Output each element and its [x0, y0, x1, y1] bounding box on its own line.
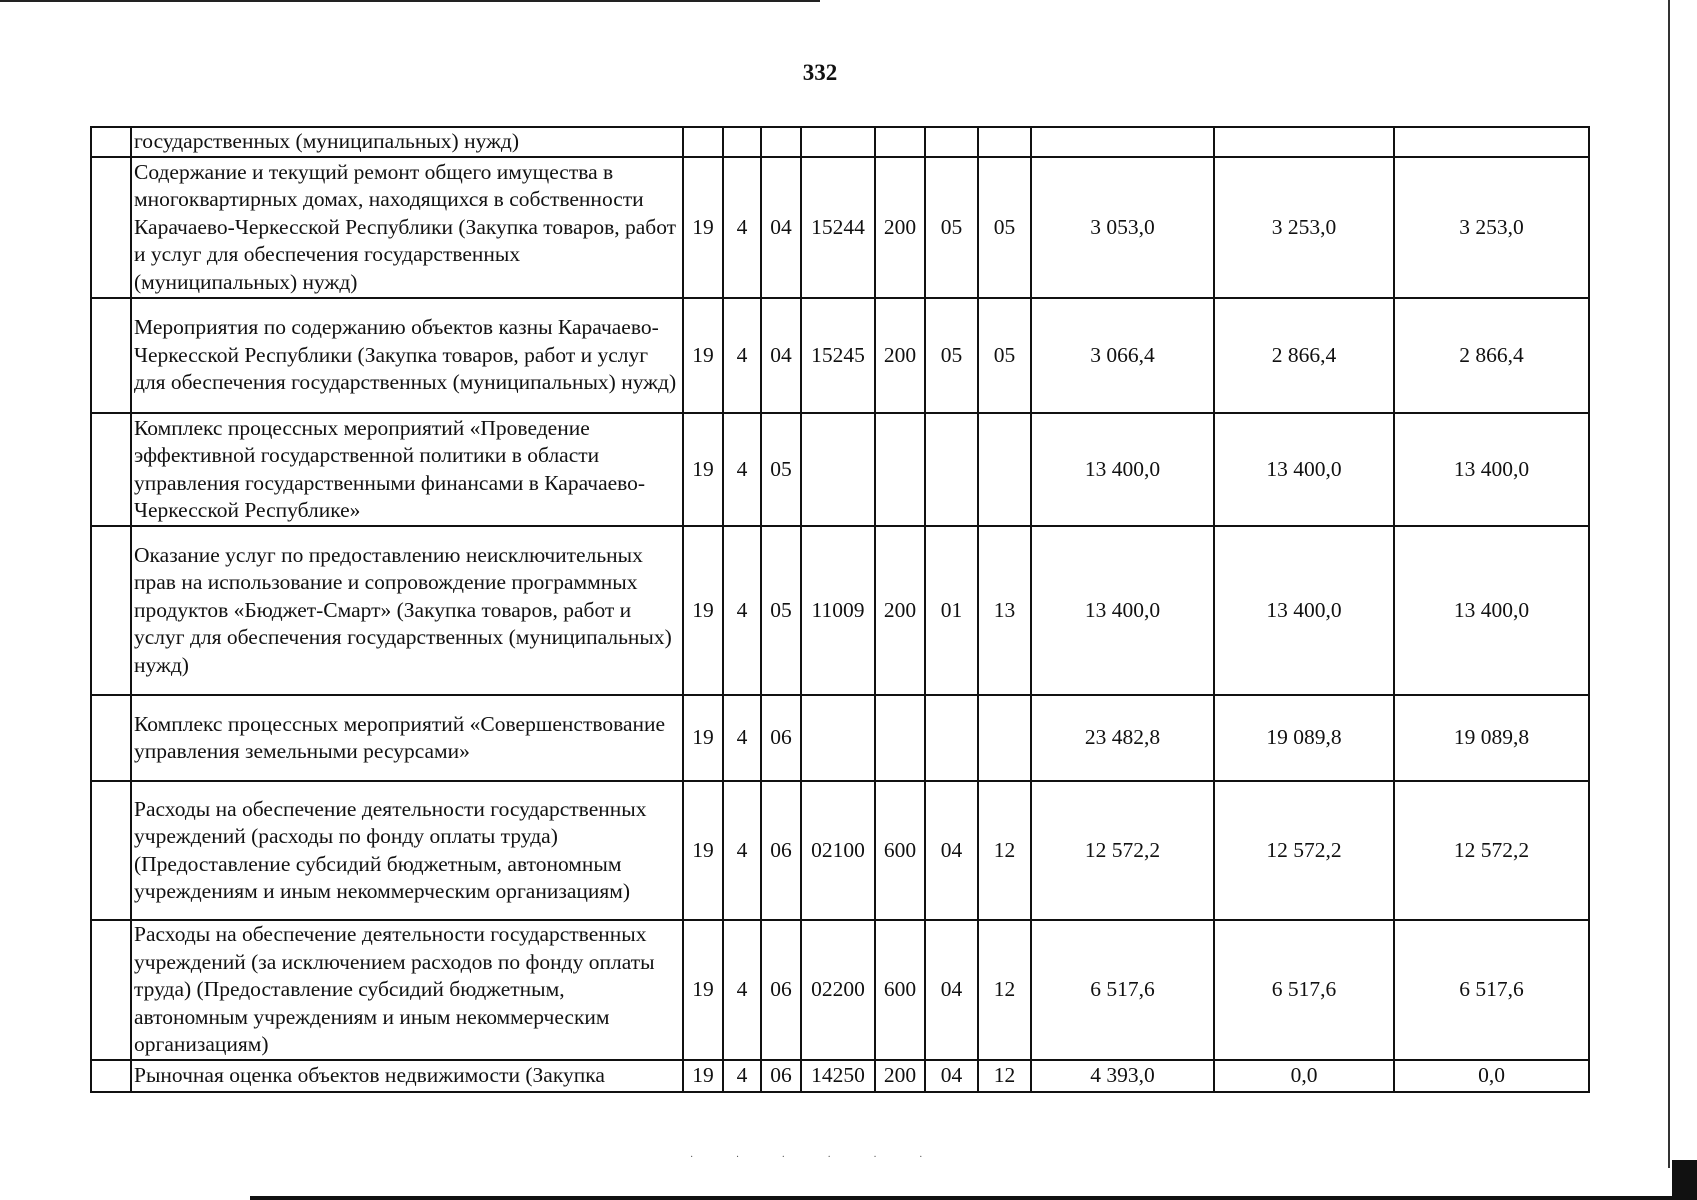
code-expense-type: 200	[875, 526, 925, 695]
scan-edge-top	[0, 0, 820, 2]
row-name: Оказание услуг по предоставлению неисключительных прав на использование и сопровождение программных продуктов «Бюджет-Смарт» (Закупка товаров, работ и услуг для обеспечения государственных (муниципальных) нужд)	[131, 526, 683, 695]
row-name: Расходы на обеспечение деятельности государственных учреждений (за исключением расходов по фонду оплаты труда) (Предоставление субсидий бюджетным, автономным учреждениям и иным некоммерческим организациям)	[131, 920, 683, 1060]
code-ministry: 19	[683, 781, 723, 920]
code-subprogram: 06	[761, 920, 801, 1060]
amount-year-2: 3 253,0	[1214, 157, 1394, 298]
row-marker-cell	[91, 157, 131, 298]
table-row	[91, 695, 1589, 781]
row-name: государственных (муниципальных) нужд)	[131, 127, 683, 157]
amount-year-3: 13 400,0	[1394, 413, 1589, 526]
code-ministry: 19	[683, 157, 723, 298]
code-ministry	[683, 127, 723, 157]
row-name: Мероприятия по содержанию объектов казны Карачаево-Черкесской Республики (Закупка товаров, работ и услуг для обеспечения государственных (муниципальных) нужд)	[131, 298, 683, 413]
code-section: 04	[925, 781, 978, 920]
code-direction: 14250	[801, 1060, 875, 1092]
code-program-type: 4	[723, 413, 761, 526]
code-subsection: 12	[978, 920, 1031, 1060]
amount-year-2: 6 517,6	[1214, 920, 1394, 1060]
scan-corner	[1672, 1160, 1697, 1200]
amount-year-3	[1394, 127, 1589, 157]
code-ministry: 19	[683, 298, 723, 413]
row-marker-cell	[91, 413, 131, 526]
table-row	[91, 920, 1589, 1060]
amount-year-2	[1214, 127, 1394, 157]
code-subsection: 05	[978, 298, 1031, 413]
code-program-type: 4	[723, 157, 761, 298]
row-marker-cell	[91, 526, 131, 695]
code-subsection: 12	[978, 1060, 1031, 1092]
amount-year-3: 6 517,6	[1394, 920, 1589, 1060]
code-direction	[801, 413, 875, 526]
amount-year-3: 3 253,0	[1394, 157, 1589, 298]
table-row	[91, 298, 1589, 413]
code-subprogram: 04	[761, 157, 801, 298]
code-ministry: 19	[683, 526, 723, 695]
code-subsection	[978, 413, 1031, 526]
amount-year-2: 2 866,4	[1214, 298, 1394, 413]
code-expense-type	[875, 695, 925, 781]
code-expense-type: 600	[875, 920, 925, 1060]
row-name: Расходы на обеспечение деятельности государственных учреждений (расходы по фонду оплаты труда) (Предоставление субсидий бюджетным, автономным учреждениям и иным некоммерческим организациям)	[131, 781, 683, 920]
row-marker-cell	[91, 920, 131, 1060]
code-direction: 15245	[801, 298, 875, 413]
code-subsection	[978, 127, 1031, 157]
code-section	[925, 127, 978, 157]
code-ministry: 19	[683, 413, 723, 526]
amount-year-3: 12 572,2	[1394, 781, 1589, 920]
row-marker-cell	[91, 695, 131, 781]
code-expense-type: 200	[875, 298, 925, 413]
code-section: 01	[925, 526, 978, 695]
scan-edge-bottom	[250, 1196, 1697, 1200]
code-subsection: 12	[978, 781, 1031, 920]
code-subprogram: 06	[761, 695, 801, 781]
amount-year-2: 19 089,8	[1214, 695, 1394, 781]
amount-year-3: 19 089,8	[1394, 695, 1589, 781]
code-subsection: 13	[978, 526, 1031, 695]
code-program-type: 4	[723, 526, 761, 695]
amount-year-2: 0,0	[1214, 1060, 1394, 1092]
row-marker-cell	[91, 1060, 131, 1092]
amount-year-1: 23 482,8	[1031, 695, 1214, 781]
amount-year-3: 13 400,0	[1394, 526, 1589, 695]
amount-year-1: 13 400,0	[1031, 526, 1214, 695]
code-ministry: 19	[683, 920, 723, 1060]
code-direction: 02200	[801, 920, 875, 1060]
amount-year-2: 13 400,0	[1214, 413, 1394, 526]
code-section: 04	[925, 1060, 978, 1092]
code-subprogram: 05	[761, 413, 801, 526]
code-direction: 15244	[801, 157, 875, 298]
code-direction: 11009	[801, 526, 875, 695]
code-program-type: 4	[723, 695, 761, 781]
code-expense-type: 200	[875, 157, 925, 298]
code-ministry: 19	[683, 695, 723, 781]
row-marker-cell	[91, 781, 131, 920]
row-marker-cell	[91, 127, 131, 157]
code-program-type: 4	[723, 298, 761, 413]
code-subprogram: 06	[761, 781, 801, 920]
code-section: 05	[925, 298, 978, 413]
code-subprogram	[761, 127, 801, 157]
code-expense-type: 600	[875, 781, 925, 920]
table-row	[91, 157, 1589, 298]
table-row	[91, 127, 1589, 157]
table-row	[91, 1060, 1589, 1092]
amount-year-1: 3 066,4	[1031, 298, 1214, 413]
amount-year-2: 12 572,2	[1214, 781, 1394, 920]
code-program-type: 4	[723, 781, 761, 920]
scan-noise-dots: · · · · · ·	[690, 1152, 943, 1163]
code-subprogram: 04	[761, 298, 801, 413]
code-program-type: 4	[723, 920, 761, 1060]
code-subprogram: 05	[761, 526, 801, 695]
code-expense-type	[875, 127, 925, 157]
code-ministry: 19	[683, 1060, 723, 1092]
code-subsection: 05	[978, 157, 1031, 298]
code-program-type	[723, 127, 761, 157]
code-section	[925, 695, 978, 781]
code-section: 05	[925, 157, 978, 298]
code-section	[925, 413, 978, 526]
page-number: 332	[802, 60, 838, 85]
row-name: Содержание и текущий ремонт общего имущества в многоквартирных домах, находящихся в собственности Карачаево-Черкесской Республики (Закупка товаров, работ и услуг для обеспечения государственных (муниципальных) нужд)	[131, 157, 683, 298]
amount-year-1: 3 053,0	[1031, 157, 1214, 298]
code-direction: 02100	[801, 781, 875, 920]
amount-year-3: 2 866,4	[1394, 298, 1589, 413]
budget-table	[90, 126, 1590, 1093]
code-expense-type: 200	[875, 1060, 925, 1092]
row-name: Комплекс процессных мероприятий «Проведение эффективной государственной политики в области управления государственными финансами в Карачаево-Черкесской Республике»	[131, 413, 683, 526]
table-row	[91, 526, 1589, 695]
amount-year-3: 0,0	[1394, 1060, 1589, 1092]
row-marker-cell	[91, 298, 131, 413]
code-subprogram: 06	[761, 1060, 801, 1092]
code-direction	[801, 695, 875, 781]
row-name: Комплекс процессных мероприятий «Совершенствование управления земельными ресурсами»	[131, 695, 683, 781]
table-row	[91, 781, 1589, 920]
scan-edge-right	[1668, 0, 1670, 1168]
amount-year-1: 6 517,6	[1031, 920, 1214, 1060]
amount-year-1: 4 393,0	[1031, 1060, 1214, 1092]
row-name: Рыночная оценка объектов недвижимости (Закупка	[131, 1060, 683, 1092]
amount-year-1: 12 572,2	[1031, 781, 1214, 920]
code-expense-type	[875, 413, 925, 526]
amount-year-1: 13 400,0	[1031, 413, 1214, 526]
code-program-type: 4	[723, 1060, 761, 1092]
table-row	[91, 413, 1589, 526]
code-direction	[801, 127, 875, 157]
amount-year-1	[1031, 127, 1214, 157]
code-subsection	[978, 695, 1031, 781]
code-section: 04	[925, 920, 978, 1060]
amount-year-2: 13 400,0	[1214, 526, 1394, 695]
